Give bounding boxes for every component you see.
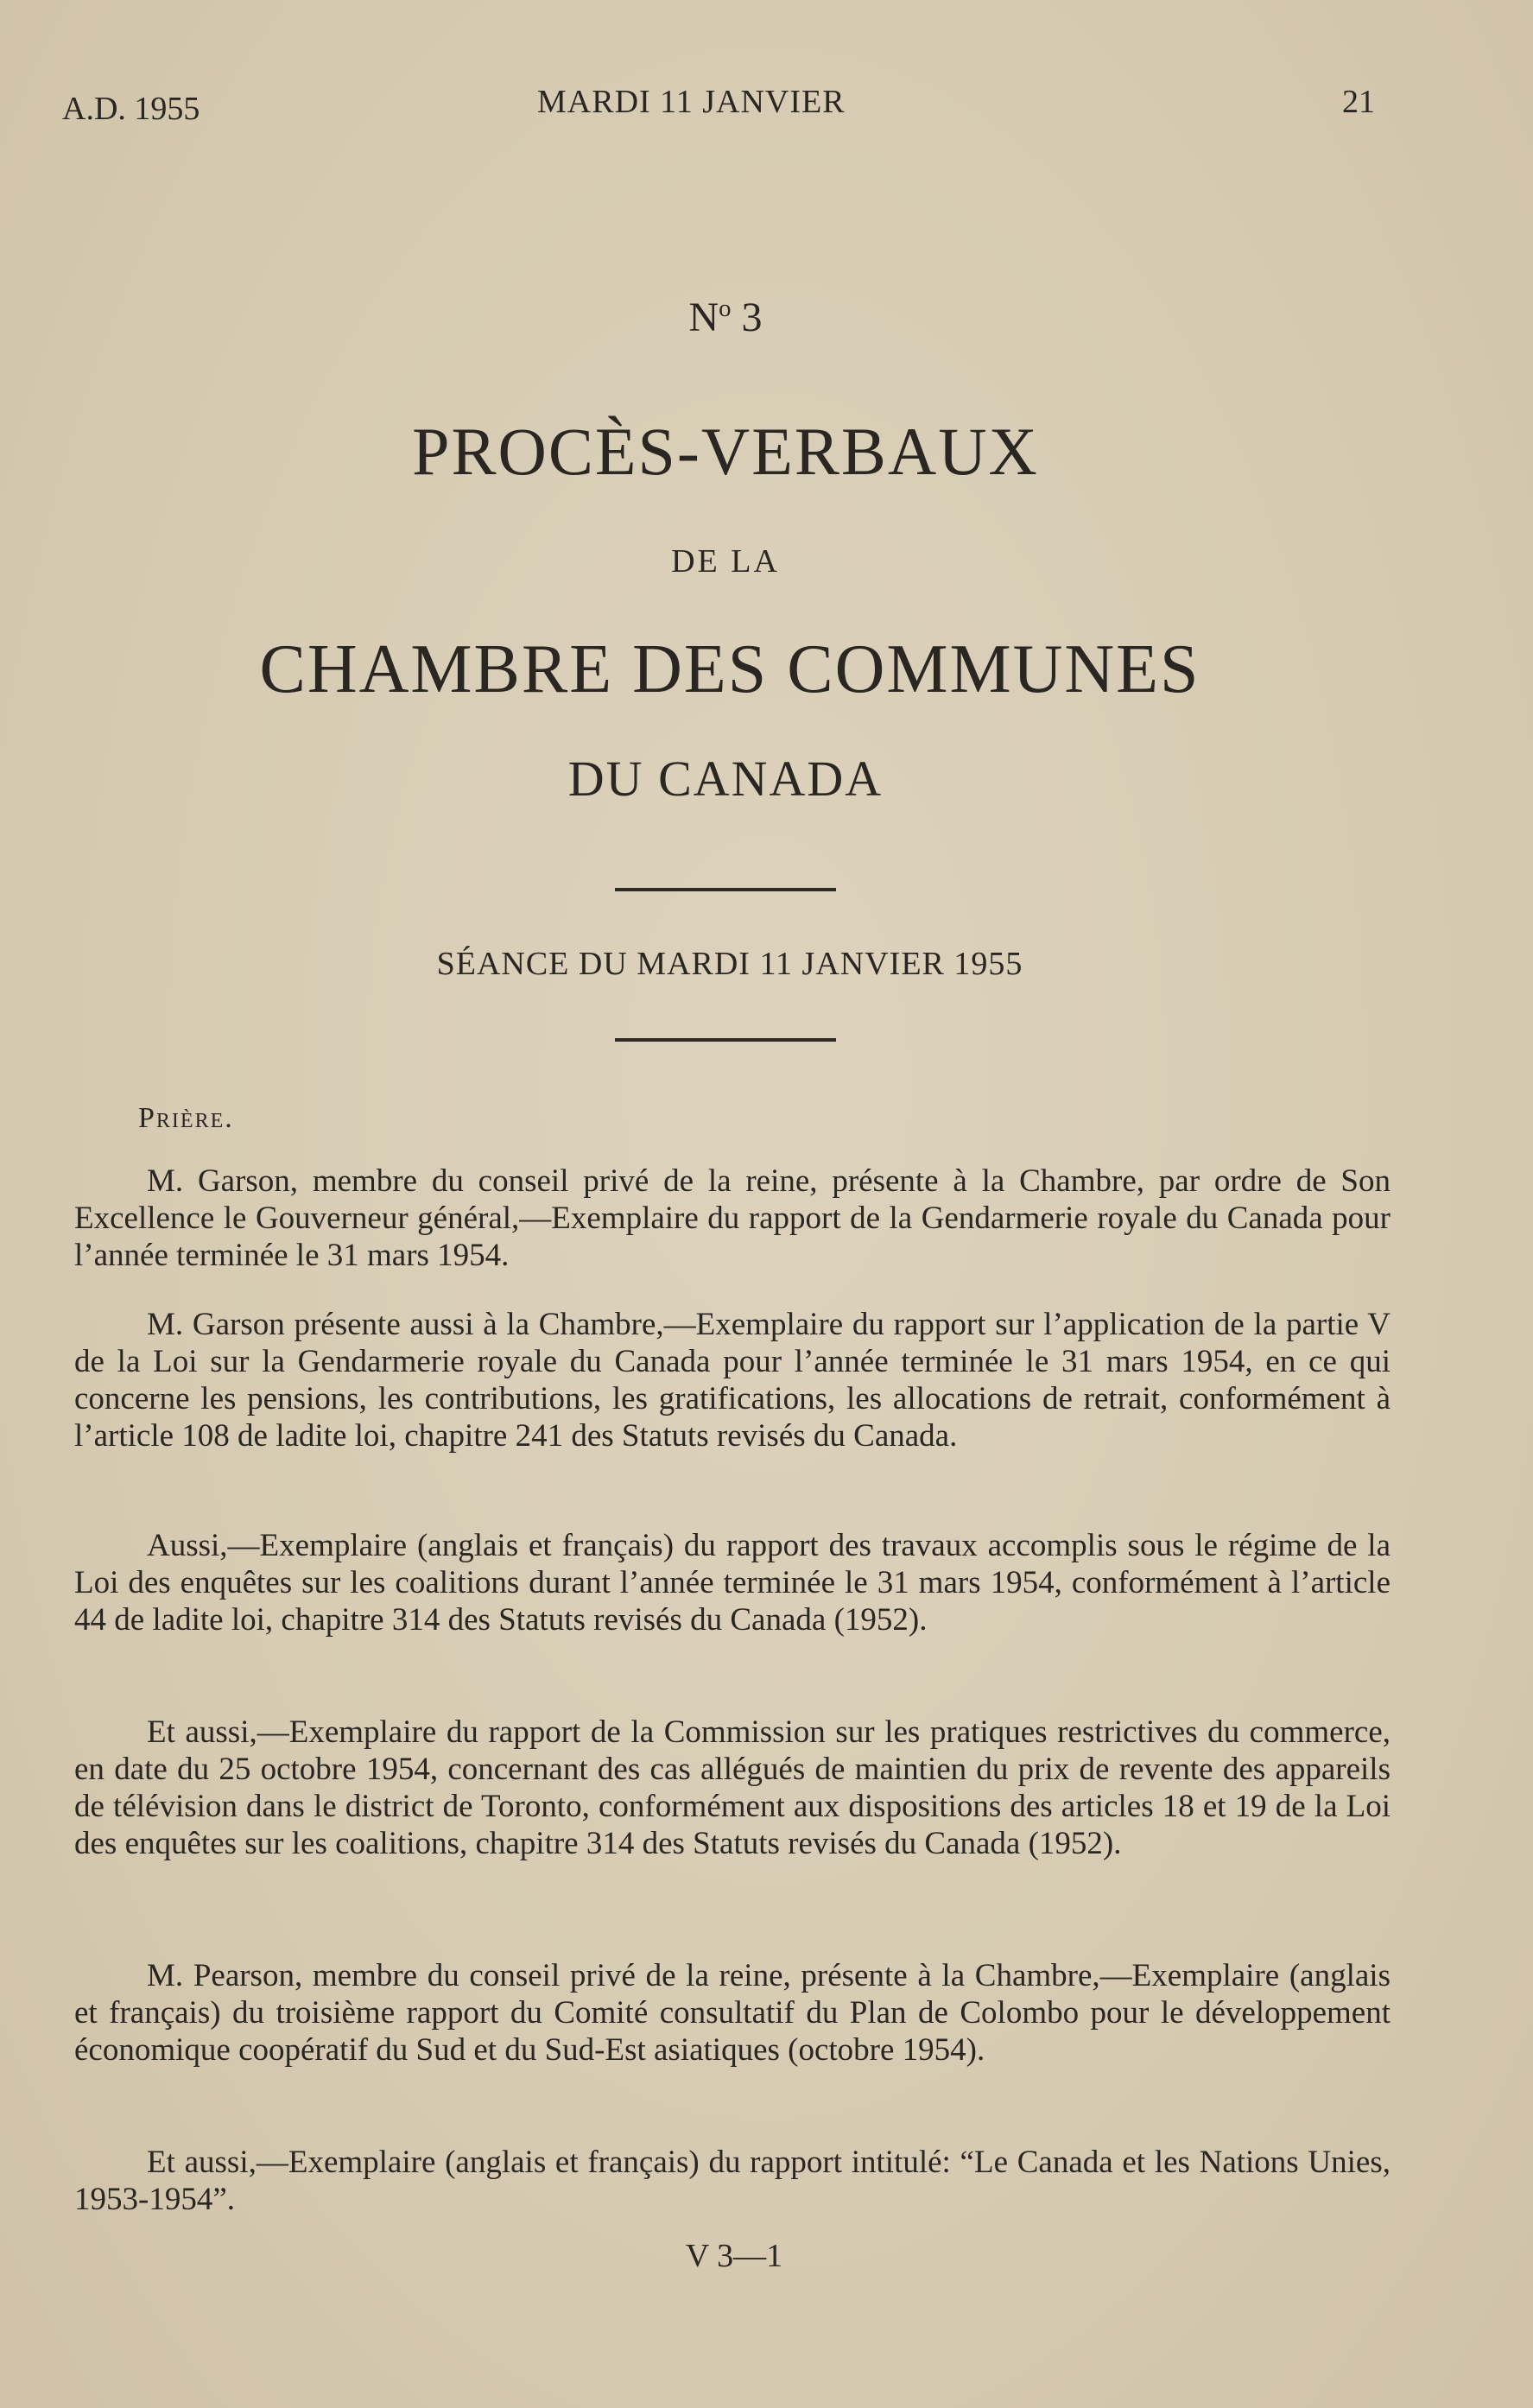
title-proces-verbaux: PROCÈS-VERBAUX [412, 414, 1039, 489]
paragraph [74, 1163, 1390, 1274]
issue-number: $N^o$ 3 [688, 295, 763, 340]
paragraph-text: Et aussi,—Exemplaire (anglais et français) du rapport intitulé: “Le Canada et les Nations Unies, 1953-1954”. [74, 2145, 1390, 2217]
divider-rule-top [615, 888, 836, 891]
divider-rule-bottom [615, 1038, 836, 1042]
paragraph [74, 1527, 1390, 1638]
title-de-la: DE LA [671, 543, 780, 580]
header-date: MARDI 11 JANVIER [537, 84, 846, 120]
paragraph-text: Et aussi,—Exemplaire du rapport de la Commission sur les pratiques restrictives du commerce, en date du 25 octobre 1954, concernant des cas allégués de maintien du prix de revente des appareils de télévision dans le district de Toronto, conformément aux dispositions des articles 18 et 19 de la Loi des enquêtes sur les coalitions, chapitre 314 des Statuts revisés du Canada (1952). [74, 1714, 1390, 1861]
page-number: 21 [1342, 84, 1375, 120]
title-chambre-des-communes: CHAMBRE DES COMMUNES [259, 631, 1200, 707]
title-du-canada: DU CANADA [567, 751, 884, 807]
paragraph-text: Aussi,—Exemplaire (anglais et français) du rapport des travaux accomplis sous le régime de la Loi des enquêtes sur les coalitions durant l’année terminée le 31 mars 1954, conformément à l’article 44 de ladite loi, chapitre 314 des Statuts revisés du Canada (1952). [74, 1528, 1390, 1638]
sitting-heading: SÉANCE DU MARDI 11 JANVIER 1955 [436, 946, 1023, 982]
paragraph-text: M. Pearson, membre du conseil privé de la reine, présente à la Chambre,—Exemplaire (anglais et français) du troisième rapport du Comité consultatif du Plan de Colombo pour le développement économique coopératif du Sud et du Sud-Est asiatiques (octobre 1954). [74, 1958, 1390, 2068]
running-header [62, 83, 1375, 135]
paragraph-text: M. Garson présente aussi à la Chambre,—Exemplaire du rapport sur l’application de la partie V de la Loi sur la Gendarmerie royale du Canada pour l’année terminée le 31 mars 1954, en ce qui concerne les pensions, les contributions, les gratifications, les allocations de retrait, conformément à l’article 108 de ladite loi, chapitre 241 des Statuts revisés du Canada. [74, 1307, 1390, 1454]
signature-mark: V 3—1 [685, 2238, 783, 2274]
paragraph [74, 1306, 1390, 1454]
paragraph-text: M. Garson, membre du conseil privé de la reine, présente à la Chambre, par ordre de Son Excellence le Gouverneur général,—Exemplaire du rapport de la Gendarmerie royale du Canada pour l’année terminée le 31 mars 1954. [74, 1163, 1390, 1273]
header-year: A.D. 1955 [62, 91, 200, 127]
paragraph [74, 1957, 1390, 2069]
paragraph [74, 1714, 1390, 1862]
priere-heading: Prière. [138, 1102, 234, 1134]
paragraph [74, 2144, 1390, 2218]
